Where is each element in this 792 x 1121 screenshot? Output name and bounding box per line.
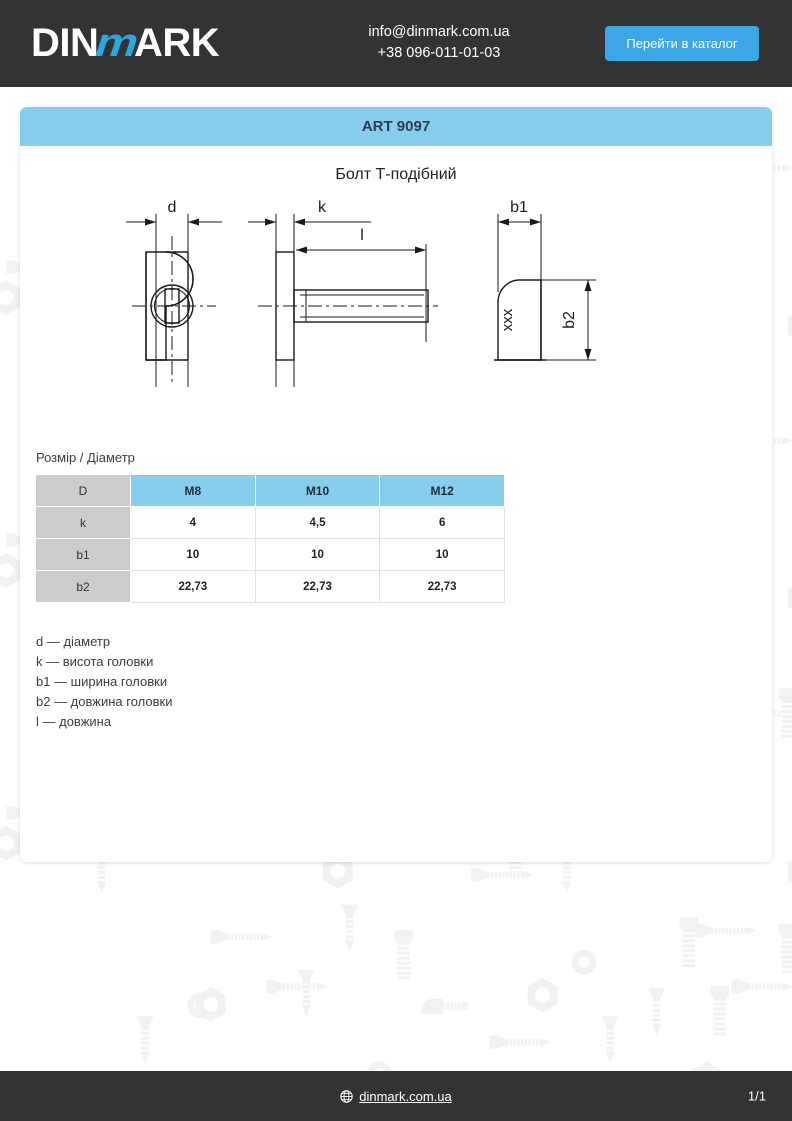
dim-label-d: d: [167, 199, 177, 216]
art-number-title: ART 9097: [361, 118, 431, 135]
art-number-header: [20, 107, 772, 146]
cell-b2-m10: 22,73: [255, 571, 380, 603]
table-header-cell-m10: M10: [255, 475, 380, 507]
contact-phone[interactable]: +38 096-011-01-03: [377, 45, 501, 61]
spec-table-caption: Розмір / Діаметр: [36, 450, 135, 465]
row-label-b2: b2: [36, 571, 131, 603]
cell-k-m10: 4,5: [255, 507, 380, 539]
table-row: [36, 507, 505, 539]
dimension-legend: [36, 632, 172, 732]
legend-item-b1: b1 — ширина головки: [36, 674, 168, 689]
legend-item-l: l — довжина: [36, 714, 112, 729]
dim-label-b2: b2: [561, 311, 578, 329]
go-to-catalog-button[interactable]: Перейти в каталог: [605, 26, 759, 61]
dim-label-l: l: [360, 227, 364, 244]
logo-text-first: DIN: [31, 21, 99, 65]
dim-label-k: k: [318, 199, 326, 216]
legend-item-b2: b2 — довжина головки: [36, 694, 173, 709]
table-header-cell-m12: M12: [380, 475, 505, 507]
spec-table: [35, 474, 505, 603]
product-title: Болт Т-подібний: [335, 166, 457, 183]
spec-table-section: [35, 450, 755, 603]
logo-accent-m: m: [94, 21, 139, 65]
row-label-b1: b1: [36, 539, 131, 571]
t-bolt-drawing-svg: [126, 192, 666, 397]
table-header-cell-m8: M8: [131, 475, 256, 507]
cell-b1-m12: 10: [380, 539, 505, 571]
row-label-k: k: [36, 507, 131, 539]
globe-icon: [340, 1090, 353, 1103]
product-card: [20, 107, 772, 862]
technical-drawing: [20, 192, 772, 402]
legend-item-k: k — висота головки: [36, 654, 154, 669]
logo-text-last: ARK: [133, 21, 220, 65]
contact-block: [344, 22, 534, 64]
site-footer: [0, 1071, 792, 1121]
cell-b2-m12: 22,73: [380, 571, 505, 603]
table-row: [36, 539, 505, 571]
table-header-row: [36, 475, 505, 507]
cell-k-m8: 4: [131, 507, 256, 539]
cell-b2-m8: 22,73: [131, 571, 256, 603]
table-row: [36, 571, 505, 603]
site-url-link[interactable]: [340, 1089, 451, 1104]
site-url-text: dinmark.com.ua: [359, 1088, 452, 1104]
page-indicator: 1/1: [747, 1088, 766, 1104]
cell-b1-m8: 10: [131, 539, 256, 571]
dinmark-logo[interactable]: [31, 23, 219, 63]
dim-label-b1: b1: [510, 199, 528, 216]
cell-b1-m10: 10: [255, 539, 380, 571]
marking-label-xxx: xxx: [499, 308, 516, 332]
table-header-cell-d: D: [36, 475, 131, 507]
cell-k-m12: 6: [380, 507, 505, 539]
contact-email[interactable]: info@dinmark.com.ua: [368, 24, 510, 40]
legend-item-d: d — діаметр: [36, 634, 111, 649]
site-header: [0, 0, 792, 87]
